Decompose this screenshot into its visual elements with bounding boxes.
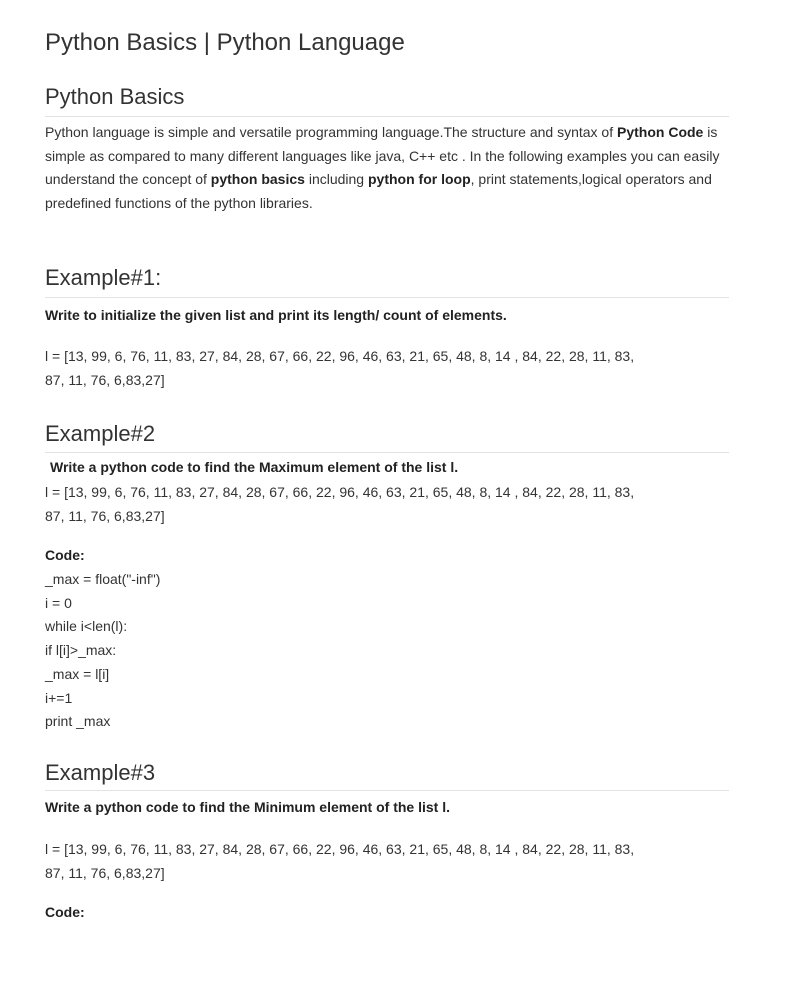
intro-text-run: Python language is simple and versatile programming language.The structure and syntax of <box>45 124 617 140</box>
example-2-code-label: Code: <box>45 547 85 563</box>
section-heading-python-basics: Python Basics <box>45 84 185 109</box>
example-2-list-line-1: l = [13, 99, 6, 76, 11, 83, 27, 84, 28, 67, 66, 22, 96, 46, 63, 21, 65, 48, 8, 14 , 84, 22, 28, 11, 83, <box>45 484 635 500</box>
code-line: i+=1 <box>45 689 73 706</box>
intro-text-run: , print statements,logical operators and predefined functions of the python libraries. <box>45 171 712 211</box>
code-line: if l[i]>_max: <box>45 642 117 659</box>
section-heading-example-1: Example#1: <box>45 265 162 290</box>
example-3-list-line-1: l = [13, 99, 6, 76, 11, 83, 27, 84, 28, 67, 66, 22, 96, 46, 63, 21, 65, 48, 8, 14 , 84, 22, 28, 11, 83, <box>45 841 635 857</box>
bold-keyword: python basics <box>210 171 305 187</box>
code-line: i = 0 <box>45 594 72 611</box>
section-divider <box>45 116 729 117</box>
example-1-list-line-2: 87, 11, 76, 6,83,27] <box>45 372 165 388</box>
section-divider <box>45 297 729 298</box>
example-1-list-line-1: l = [13, 99, 6, 76, 11, 83, 27, 84, 28, 67, 66, 22, 96, 46, 63, 21, 65, 48, 8, 14 , 84, 22, 28, 11, 83, <box>45 348 635 364</box>
section-heading-example-2: Example#2 <box>45 421 156 446</box>
bold-keyword: Python Code <box>617 124 704 140</box>
intro-paragraph <box>45 121 729 215</box>
code-line: _max = l[i] <box>45 665 110 682</box>
example-2-list-line-2: 87, 11, 76, 6,83,27] <box>45 508 165 524</box>
bold-keyword: python for loop <box>367 171 471 187</box>
example-2-task: Write a python code to find the Maximum element of the list l. <box>50 459 459 475</box>
example-3-code-label: Code: <box>45 904 85 920</box>
section-divider <box>45 452 729 453</box>
example-1-task: Write to initialize the given list and print its length/ count of elements. <box>45 307 507 323</box>
code-line: print _max <box>45 713 111 730</box>
section-heading-example-3: Example#3 <box>45 760 156 785</box>
example-3-task: Write a python code to find the Minimum element of the list l. <box>45 799 450 815</box>
intro-text-run: including <box>304 171 368 187</box>
code-line: _max = float("-inf") <box>45 571 161 587</box>
code-line: while i<len(l): <box>45 618 128 635</box>
example-2-code-block <box>45 568 160 734</box>
section-divider <box>45 790 729 791</box>
page-title: Python Basics | Python Language <box>45 29 405 56</box>
example-3-list-line-2: 87, 11, 76, 6,83,27] <box>45 865 165 881</box>
intro-text-run: is simple as compared to many different languages like java, C++ etc . In the following examples you can easily understand the concept of <box>45 124 720 187</box>
